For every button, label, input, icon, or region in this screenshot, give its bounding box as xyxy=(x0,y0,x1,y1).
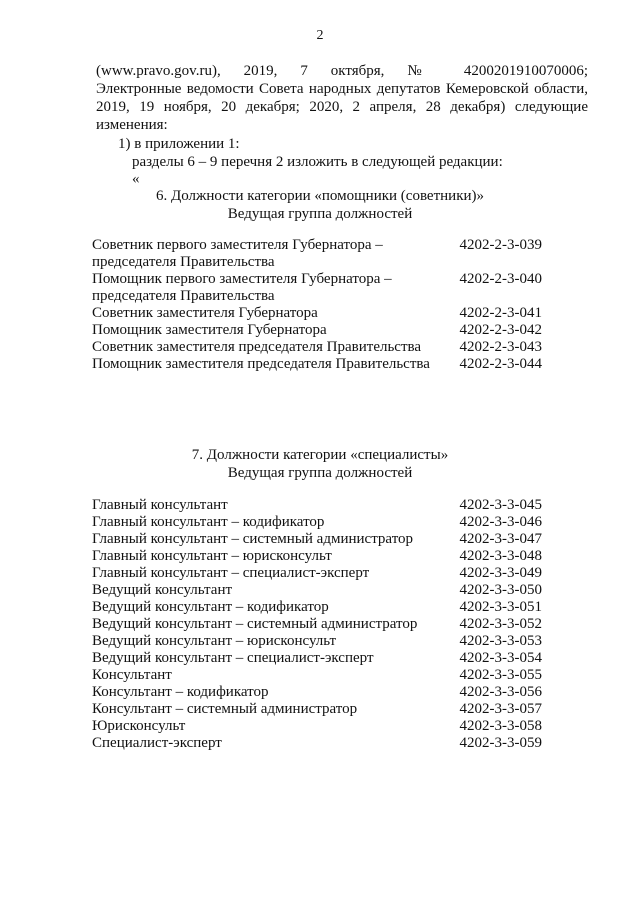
position-row xyxy=(92,599,542,616)
position-code: 4202-2-3-044 xyxy=(459,356,542,372)
position-code: 4202-2-3-040 xyxy=(459,271,542,287)
position-name: Главный консультант – системный администратор xyxy=(92,531,414,547)
page-number: 2 xyxy=(316,28,324,43)
position-code: 4202-3-3-045 xyxy=(459,497,542,513)
position-row xyxy=(92,701,542,718)
position-row xyxy=(92,548,542,565)
position-code: 4202-3-3-058 xyxy=(459,718,542,734)
intro-paragraph xyxy=(96,62,588,134)
position-code: 4202-2-3-041 xyxy=(459,305,542,321)
position-row xyxy=(92,339,542,356)
intro-line: (www.pravo.gov.ru), 2019, 7 октября, № 4200201910070006; xyxy=(96,63,588,79)
section-7-title: 7. Должности категории «специалисты» xyxy=(191,447,449,463)
position-name: Главный консультант – юрисконсульт xyxy=(92,548,332,564)
amendment-item: 1) в приложении 1: xyxy=(118,136,240,152)
position-row xyxy=(92,271,542,305)
position-code: 4202-3-3-046 xyxy=(459,514,542,530)
position-code: 4202-2-3-039 xyxy=(459,237,542,253)
position-code: 4202-3-3-049 xyxy=(459,565,542,581)
section-6-group: Ведущая группа должностей xyxy=(227,206,413,222)
intro-line: Электронные ведомости Совета народных депутатов Кемеровской области, xyxy=(96,81,588,97)
position-name: Советник первого заместителя Губернатора – председателя Правительства xyxy=(92,237,383,270)
position-row xyxy=(92,667,542,684)
section-7-group: Ведущая группа должностей xyxy=(227,465,413,481)
position-code: 4202-3-3-050 xyxy=(459,582,542,598)
position-row xyxy=(92,514,542,531)
intro-line: 2019, 19 ноября, 20 декабря; 2020, 2 апреля, 28 декабря) следующие xyxy=(96,99,588,115)
position-name: Советник заместителя председателя Правительства xyxy=(92,339,422,355)
position-code: 4202-3-3-059 xyxy=(459,735,542,751)
section-6-title: 6. Должности категории «помощники (советники)» xyxy=(155,188,485,204)
position-code: 4202-3-3-056 xyxy=(459,684,542,700)
position-code: 4202-3-3-057 xyxy=(459,701,542,717)
position-row xyxy=(92,322,542,339)
position-name: Помощник первого заместителя Губернатора – председателя Правительства xyxy=(92,271,392,304)
position-row xyxy=(92,237,542,271)
position-row xyxy=(92,565,542,582)
position-row xyxy=(92,650,542,667)
position-row xyxy=(92,582,542,599)
position-name: Ведущий консультант – юрисконсульт xyxy=(92,633,337,649)
position-name: Ведущий консультант – кодификатор xyxy=(92,599,329,615)
position-name: Консультант – системный администратор xyxy=(92,701,358,717)
position-name: Главный консультант – специалист-эксперт xyxy=(92,565,370,581)
position-name: Ведущий консультант – специалист-эксперт xyxy=(92,650,374,666)
position-row xyxy=(92,718,542,735)
section-6-list xyxy=(92,237,542,373)
section-7-list xyxy=(92,497,542,752)
position-name: Помощник заместителя председателя Правительства xyxy=(92,356,430,372)
position-name: Главный консультант xyxy=(92,497,228,513)
position-name: Советник заместителя Губернатора xyxy=(92,305,318,321)
position-code: 4202-3-3-051 xyxy=(459,599,542,615)
position-code: 4202-3-3-047 xyxy=(459,531,542,547)
position-name: Ведущий консультант – системный администратор xyxy=(92,616,418,632)
intro-line: изменения: xyxy=(96,117,168,133)
position-code: 4202-3-3-052 xyxy=(459,616,542,632)
position-row xyxy=(92,616,542,633)
position-name: Консультант – кодификатор xyxy=(92,684,269,700)
position-name: Юрисконсульт xyxy=(92,718,186,734)
position-row xyxy=(92,735,542,752)
position-code: 4202-3-3-053 xyxy=(459,633,542,649)
position-name: Главный консультант – кодификатор xyxy=(92,514,325,530)
position-row xyxy=(92,531,542,548)
opening-quote: « xyxy=(132,171,140,187)
position-row xyxy=(92,684,542,701)
position-name: Консультант xyxy=(92,667,172,683)
position-code: 4202-3-3-055 xyxy=(459,667,542,683)
position-code: 4202-3-3-048 xyxy=(459,548,542,564)
position-name: Помощник заместителя Губернатора xyxy=(92,322,327,338)
position-name: Ведущий консультант xyxy=(92,582,233,598)
position-row xyxy=(92,356,542,373)
position-row xyxy=(92,633,542,650)
position-code: 4202-2-3-043 xyxy=(459,339,542,355)
position-row xyxy=(92,497,542,514)
position-code: 4202-3-3-054 xyxy=(459,650,542,666)
amendment-text: разделы 6 – 9 перечня 2 изложить в следующей редакции: xyxy=(132,154,503,170)
position-name: Специалист-эксперт xyxy=(92,735,222,751)
position-code: 4202-2-3-042 xyxy=(459,322,542,338)
position-row xyxy=(92,305,542,322)
